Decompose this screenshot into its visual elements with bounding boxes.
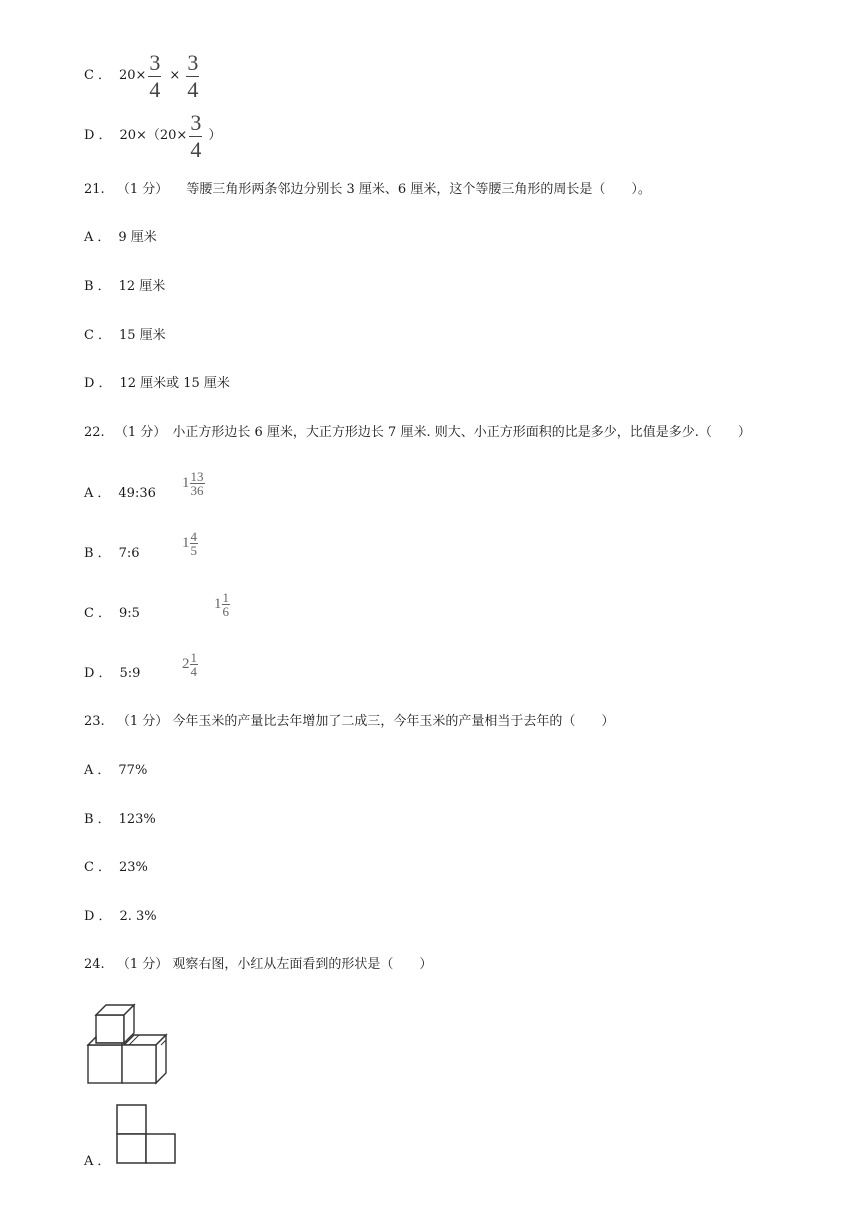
q23-option-c[interactable]: C ． 23% bbox=[84, 860, 148, 875]
q21-option-d[interactable]: D ． 12 厘米或 15 厘米 bbox=[84, 376, 230, 391]
question-score: （1 分） bbox=[116, 957, 169, 972]
option-a-shape[interactable] bbox=[115, 1103, 177, 1165]
question-text: 今年玉米的产量比去年增加了二成三，今年玉米的产量相当于去年的（ ） bbox=[172, 714, 615, 729]
mixed-number-1-4-5: 1 $\frac{4}{5}$ bbox=[182, 529, 197, 558]
q22-option-b[interactable]: B ． 7:6 bbox=[84, 546, 140, 561]
ratio-value: 7:6 bbox=[118, 546, 140, 561]
mixed-number-1-13-36: 1 $\frac{13}{36}$ bbox=[182, 469, 204, 498]
expr-prefix: 20× bbox=[118, 68, 147, 83]
question-21 bbox=[84, 181, 651, 199]
times-sign: × bbox=[169, 68, 181, 83]
question-23 bbox=[84, 713, 614, 731]
option-d-prev[interactable] bbox=[84, 109, 222, 162]
q24-option-a[interactable]: A ． bbox=[84, 1154, 111, 1169]
question-number: 24. bbox=[84, 957, 105, 972]
q22-option-a[interactable]: A ． 49:36 bbox=[84, 486, 156, 501]
question-22 bbox=[84, 424, 751, 442]
ratio-value: 9:5 bbox=[118, 606, 140, 621]
option-sep: ． bbox=[97, 68, 111, 83]
question-number: 21. bbox=[84, 182, 105, 197]
ratio-value: 49:36 bbox=[118, 486, 156, 501]
option-letter: C bbox=[84, 68, 94, 83]
question-text: 观察右图，小红从左面看到的形状是（ ） bbox=[172, 957, 433, 972]
q23-option-a[interactable]: A ． 77% bbox=[84, 763, 148, 778]
option-c-prev[interactable] bbox=[84, 49, 199, 102]
question-24 bbox=[84, 956, 432, 974]
q21-option-c[interactable]: C ． 15 厘米 bbox=[84, 328, 166, 343]
fraction-3-4: $\frac{3}{4}$ bbox=[190, 109, 202, 162]
q22-option-c[interactable]: C ． 9:5 bbox=[84, 606, 140, 621]
q21-option-b[interactable]: B ． 12 厘米 bbox=[84, 279, 166, 294]
q21-option-a[interactable]: A ． 9 厘米 bbox=[84, 230, 157, 245]
cube-stack-figure bbox=[82, 998, 182, 1090]
mixed-number-2-1-4: 2 $\frac{1}{4}$ bbox=[182, 650, 197, 679]
question-score: （1 分） bbox=[116, 714, 169, 729]
q22-option-d[interactable]: D ． 5:9 bbox=[84, 666, 141, 681]
question-number: 22. bbox=[84, 425, 105, 440]
ratio-value: 5:9 bbox=[119, 666, 141, 681]
question-text: 等腰三角形两条邻边分别长 3 厘米、6 厘米，这个等腰三角形的周长是（ ）。 bbox=[186, 182, 651, 197]
q23-option-b[interactable]: B ． 123% bbox=[84, 812, 156, 827]
question-number: 23. bbox=[84, 714, 105, 729]
fraction-3-4: $\frac{3}{4}$ bbox=[187, 49, 199, 102]
option-sep: ． bbox=[98, 128, 112, 143]
question-score: （1 分） bbox=[116, 182, 169, 197]
question-text: 小正方形边长 6 厘米，大正方形边长 7 厘米. 则大、小正方形面积的比是多少，比值是多少.（ ） bbox=[172, 425, 751, 440]
question-score: （1 分） bbox=[114, 425, 167, 440]
option-letter: D bbox=[84, 128, 95, 143]
fraction-3-4: $\frac{3}{4}$ bbox=[149, 49, 161, 102]
expr-prefix: 20×（20× bbox=[119, 128, 188, 143]
mixed-number-1-1-6: 1 $\frac{1}{6}$ bbox=[214, 590, 229, 619]
q23-option-d[interactable]: D ． 2. 3% bbox=[84, 909, 157, 924]
expr-suffix: ） bbox=[208, 128, 222, 143]
